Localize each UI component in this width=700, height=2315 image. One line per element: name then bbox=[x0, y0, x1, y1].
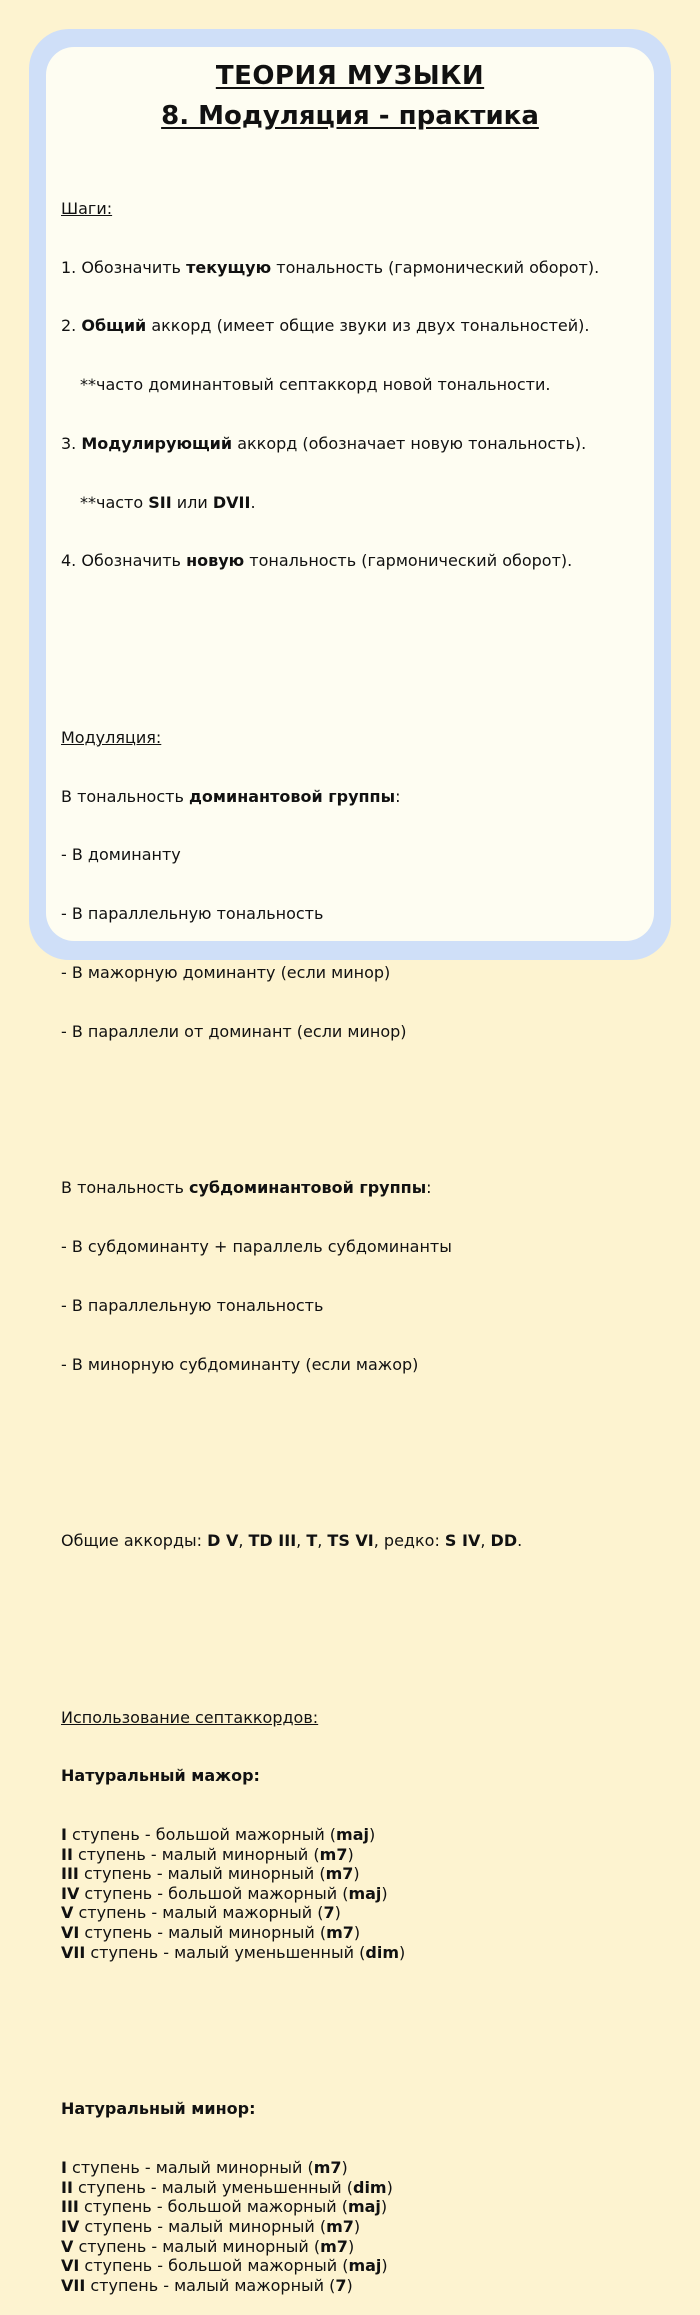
degree-numeral: VI bbox=[61, 2256, 80, 2276]
chord-symbol: m7 bbox=[326, 1923, 354, 1943]
list-item: - В субдоминанту + параллель субдоминанты bbox=[61, 1237, 452, 1257]
list-item: - В параллельную тональность bbox=[61, 904, 324, 924]
degree-row: V ступень - малый мажорный (7) bbox=[61, 1903, 341, 1923]
chord-symbol: 7 bbox=[335, 2275, 347, 2295]
chord-symbol: m7 bbox=[319, 1844, 348, 1864]
spacer bbox=[61, 2021, 661, 2041]
degree-numeral: I bbox=[61, 2158, 67, 2178]
list-item: - В мажорную доминанту (если минор) bbox=[61, 962, 391, 982]
list-item: - В параллели от доминант (если минор) bbox=[61, 1021, 407, 1041]
degree-row: I ступень - большой мажорный (maj) bbox=[61, 1825, 376, 1845]
spacer bbox=[61, 630, 661, 650]
degree-numeral: VII bbox=[61, 2275, 86, 2295]
chord-symbol: maj bbox=[336, 1825, 369, 1845]
spacer bbox=[61, 1610, 661, 1630]
degree-numeral: III bbox=[61, 1864, 79, 1884]
spacer bbox=[61, 1100, 661, 1120]
chord-symbol: maj bbox=[348, 1883, 382, 1903]
degree-description: ступень - большой мажорный ( bbox=[66, 1825, 337, 1845]
step-2-note: **часто доминантовый септаккорд новой тональности. bbox=[80, 375, 551, 395]
minor-title: Натуральный минор: bbox=[61, 2099, 256, 2119]
steps-heading: Шаги: bbox=[61, 198, 113, 218]
chord-symbol: m7 bbox=[320, 2236, 348, 2256]
list-item: - В параллельную тональность bbox=[61, 1296, 324, 1316]
degree-description: ступень - малый минорный ( bbox=[79, 1923, 327, 1943]
modulation-heading: Модуляция: bbox=[61, 727, 162, 747]
degree-description: ступень - малый мажорный ( bbox=[73, 1903, 324, 1923]
degree-numeral: I bbox=[61, 1825, 67, 1845]
degree-description: ступень - малый минорный ( bbox=[73, 2236, 321, 2256]
chord-symbol: dim bbox=[365, 1942, 399, 1962]
degree-description: ступень - малый минорный ( bbox=[66, 2158, 314, 2178]
degree-row: III ступень - малый минорный (m7) bbox=[61, 1864, 360, 1884]
degree-description: ступень - малый минорный ( bbox=[79, 2216, 327, 2236]
degree-description: ступень - большой мажорный ( bbox=[79, 1883, 349, 1903]
degree-numeral: III bbox=[61, 2197, 79, 2217]
degree-row: VI ступень - большой мажорный (maj) bbox=[61, 2256, 388, 2276]
page-subtitle: 8. Модуляция - практика bbox=[161, 101, 539, 131]
degree-description: ступень - малый уменьшенный ( bbox=[85, 1942, 366, 1962]
degree-row: IV ступень - малый минорный (m7) bbox=[61, 2216, 361, 2236]
major-degree-list bbox=[61, 1825, 661, 1962]
title-block bbox=[0, 56, 700, 136]
degree-numeral: IV bbox=[61, 2216, 80, 2236]
page-title: ТЕОРИЯ МУЗЫКИ bbox=[215, 61, 485, 91]
degree-numeral: II bbox=[61, 1844, 73, 1864]
chord-symbol: m7 bbox=[313, 2158, 342, 2178]
list-item: - В доминанту bbox=[61, 845, 181, 865]
degree-numeral: VI bbox=[61, 1923, 80, 1943]
major-title: Натуральный мажор: bbox=[61, 1766, 260, 1786]
degree-description: ступень - большой мажорный ( bbox=[79, 2256, 349, 2276]
step-1: 1. Обозначить текущую тональность (гармонический оборот). bbox=[61, 257, 600, 277]
degree-description: ступень - малый минорный ( bbox=[78, 1864, 326, 1884]
common-chords: Общие аккорды: D V, TD III, T, TS VI, редко: S IV, DD. bbox=[61, 1531, 523, 1551]
degree-row: II ступень - малый минорный (m7) bbox=[61, 1844, 354, 1864]
step-2: 2. Общий аккорд (имеет общие звуки из двух тональностей). bbox=[61, 316, 590, 336]
degree-row: II ступень - малый уменьшенный (dim) bbox=[61, 2177, 393, 2197]
degree-numeral: II bbox=[61, 2177, 73, 2197]
subdominant-group-intro: В тональность субдоминантовой группы: bbox=[61, 1178, 432, 1198]
degree-numeral: V bbox=[61, 2236, 74, 2256]
degree-row: VII ступень - малый уменьшенный (dim) bbox=[61, 1942, 406, 1962]
chord-symbol: m7 bbox=[325, 1864, 354, 1884]
dominant-group-intro: В тональность доминантовой группы: bbox=[61, 786, 401, 806]
minor-degree-list bbox=[61, 2158, 661, 2295]
chord-symbol: maj bbox=[348, 2256, 382, 2276]
degree-numeral: V bbox=[61, 1903, 74, 1923]
degree-row: VI ступень - малый минорный (m7) bbox=[61, 1923, 361, 1943]
degree-description: ступень - малый минорный ( bbox=[72, 1844, 320, 1864]
degree-row: III ступень - большой мажорный (maj) bbox=[61, 2197, 388, 2217]
degree-description: ступень - малый уменьшенный ( bbox=[72, 2177, 353, 2197]
degree-numeral: VII bbox=[61, 1942, 86, 1962]
step-3: 3. Модулирующий аккорд (обозначает новую тональность). bbox=[61, 433, 587, 453]
degree-row: V ступень - малый минорный (m7) bbox=[61, 2236, 355, 2256]
degree-row: I ступень - малый минорный (m7) bbox=[61, 2158, 348, 2178]
document-body bbox=[61, 140, 661, 2315]
seventh-chords-heading: Использование септаккордов: bbox=[61, 1707, 319, 1727]
chord-symbol: dim bbox=[352, 2177, 387, 2197]
degree-numeral: IV bbox=[61, 1883, 80, 1903]
chord-symbol: maj bbox=[347, 2197, 381, 2217]
chord-symbol: m7 bbox=[326, 2216, 354, 2236]
spacer bbox=[61, 1433, 661, 1453]
list-item: - В минорную субдоминанту (если мажор) bbox=[61, 1354, 419, 1374]
step-4: 4. Обозначить новую тональность (гармонический оборот). bbox=[61, 551, 573, 571]
chord-symbol: 7 bbox=[323, 1903, 335, 1923]
degree-row: VII ступень - малый мажорный (7) bbox=[61, 2275, 353, 2295]
degree-description: ступень - большой мажорный ( bbox=[78, 2197, 348, 2217]
step-3-note: **часто SII или DVII. bbox=[80, 492, 256, 512]
degree-row: IV ступень - большой мажорный (maj) bbox=[61, 1883, 388, 1903]
degree-description: ступень - малый мажорный ( bbox=[85, 2275, 336, 2295]
